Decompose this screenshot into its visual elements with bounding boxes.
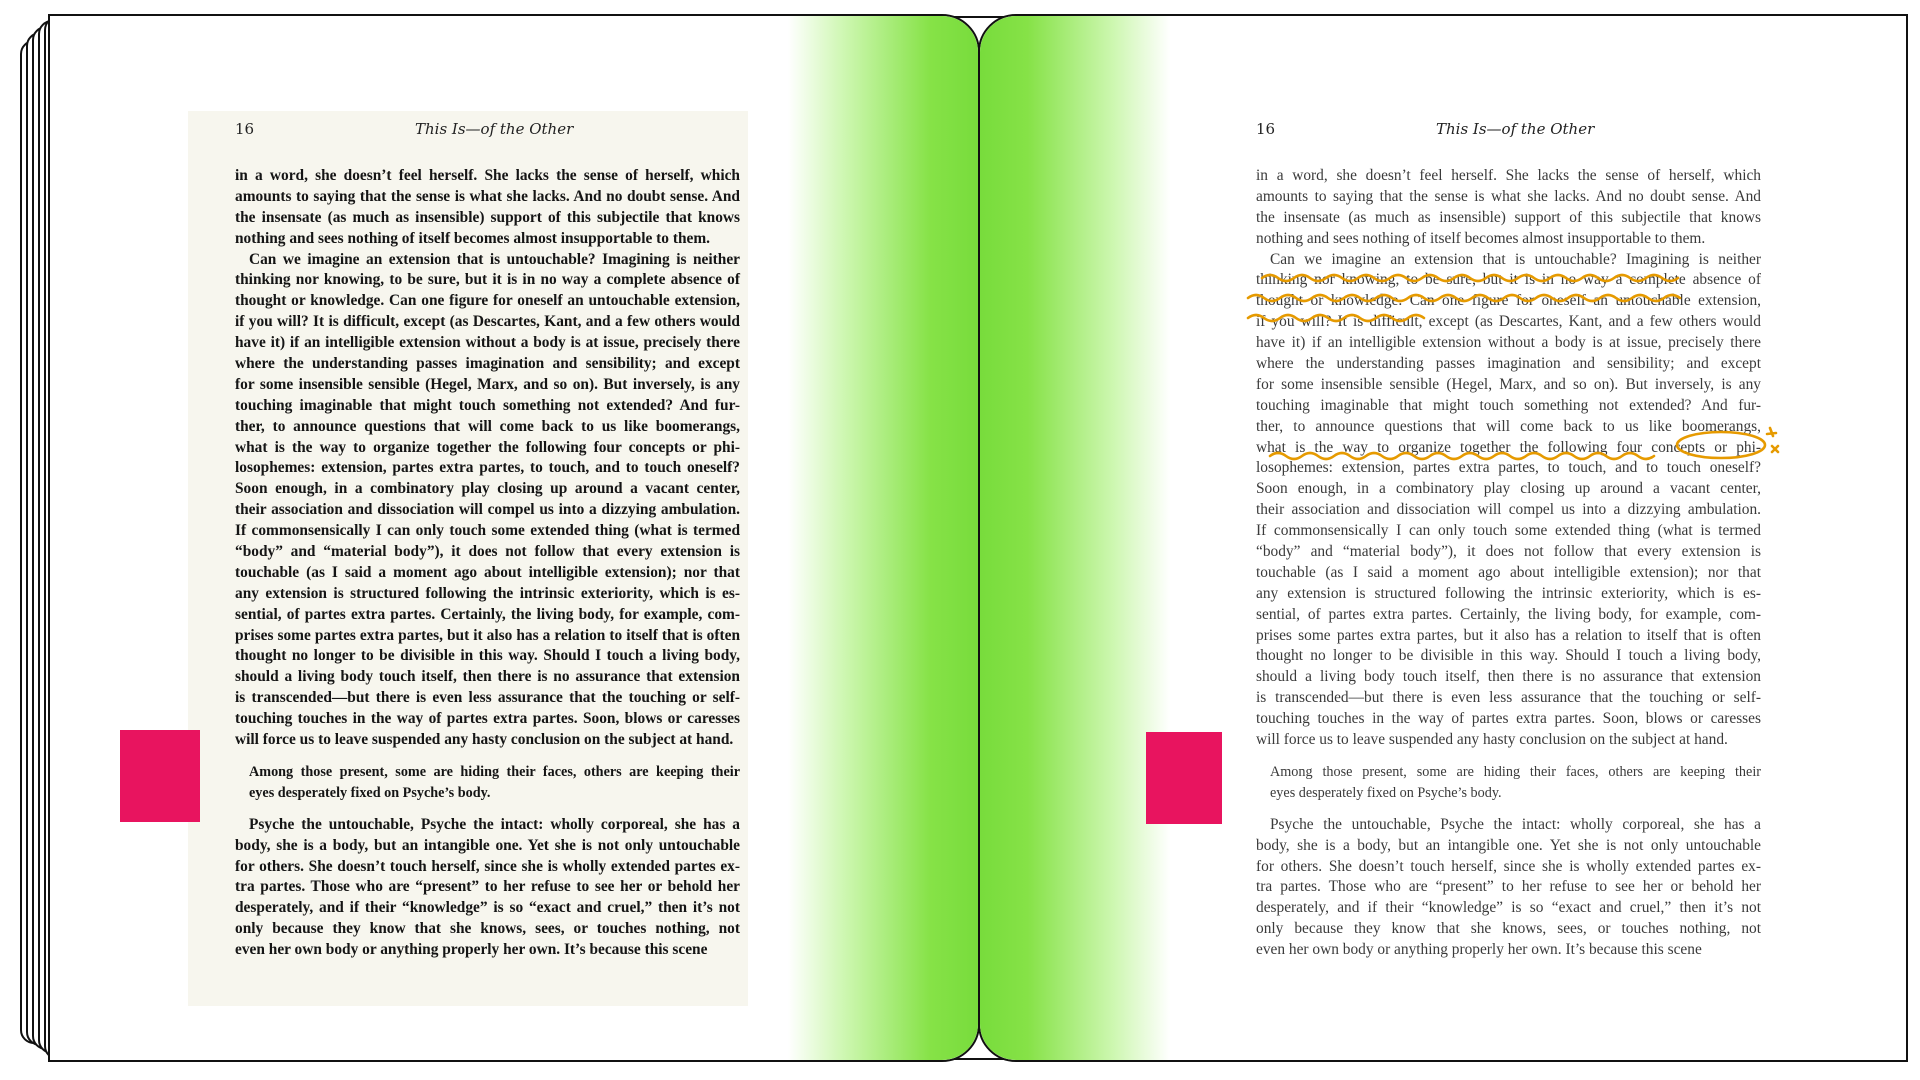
- text-line: where the understanding passes imagination and sensibility; and except: [1256, 355, 1761, 373]
- text-line: touching touches in the way of partes extra partes. Soon, blows or caresses: [1256, 710, 1761, 728]
- text-line: Among those present, some are hiding their faces, others are keeping their: [1270, 763, 1761, 780]
- text-line: what is the way to organize together the following four concepts or phi-: [235, 438, 740, 456]
- text-line: any extension is structured following the intrinsic exteriority, which is es-: [235, 584, 740, 602]
- text-line: eyes desperately fixed on Psyche’s body.: [249, 784, 491, 801]
- text-line: only because they know that she knows, sees, or touches nothing, not: [235, 920, 740, 938]
- text-line: their association and dissociation will compel us into a dizzying ambulation.: [1256, 501, 1761, 519]
- text-line: Soon enough, in a combinatory play closing up around a vacant center,: [235, 480, 740, 498]
- text-line: amounts to saying that the sense is what she lacks. And no doubt sense. And: [1256, 187, 1761, 205]
- text-line: If commonsensically I can only touch some extended thing (what is termed: [235, 522, 740, 540]
- text-line: touching touches in the way of partes extra partes. Soon, blows or caresses: [235, 710, 740, 728]
- text-line: nothing and sees nothing of itself becomes almost insupportable to them.: [1256, 229, 1706, 247]
- text-line: Psyche the untouchable, Psyche the intact: wholly corporeal, she has a: [249, 815, 740, 833]
- paragraph: [235, 250, 740, 751]
- text-line: tra partes. Those who are “present” to her refuse to see her or behold her: [235, 878, 740, 896]
- text-line: losophemes: extension, partes extra partes, to touch, and to touch oneself?: [1256, 459, 1761, 477]
- text-line: for others. She doesn’t touch herself, since she is wholly extended partes ex-: [235, 857, 740, 875]
- text-line: body, she is a body, but an intangible one. Yet she is not only untouchable: [235, 836, 740, 854]
- text-line: eyes desperately fixed on Psyche’s body.: [1270, 784, 1502, 801]
- text-line: losophemes: extension, partes extra partes, to touch, and to touch oneself?: [235, 459, 740, 477]
- text-line: should a living body touch itself, then there is no assurance that extension: [1256, 668, 1761, 686]
- text-line: Psyche the untouchable, Psyche the intact: wholly corporeal, she has a: [1270, 815, 1761, 833]
- text-line: if you will? It is difficult, except (as Descartes, Kant, and a few others would: [235, 313, 740, 331]
- text-line: will force us to leave suspended any hasty conclusion on the subject at hand.: [235, 731, 734, 749]
- open-book: [48, 14, 1908, 1062]
- text-line: if you will? It is difficult, except (as Descartes, Kant, and a few others would: [1256, 313, 1761, 331]
- text-line: touching imaginable that might touch something not extended? And fur-: [235, 396, 740, 414]
- text-line: prises some partes extra partes, but it also has a relation to itself that is often: [1256, 626, 1761, 644]
- paragraph: [235, 166, 740, 250]
- text-line: any extension is structured following the intrinsic exteriority, which is es-: [1256, 584, 1761, 602]
- paragraph-gap: [1256, 751, 1761, 762]
- paragraph: [1256, 166, 1761, 250]
- paragraph: [235, 815, 740, 961]
- spine-shadow-left: [788, 16, 978, 1060]
- text-line: should a living body touch itself, then there is no assurance that extension: [235, 668, 740, 686]
- text-line: thought or knowledge. Can one figure for oneself an untouchable extension,: [1256, 292, 1761, 310]
- text-line: is transcended—but there is even less assurance that the touching or self-: [1256, 689, 1761, 707]
- text-line: touchable (as I said a moment ago about intelligible extension); nor that: [235, 563, 740, 581]
- paragraph: [1256, 250, 1761, 751]
- text-line: “body” and “material body”), it does not follow that every extension is: [235, 543, 740, 561]
- text-line: nothing and sees nothing of itself becomes almost insupportable to them.: [235, 229, 710, 247]
- text-line: amounts to saying that the sense is what she lacks. And no doubt sense. And: [235, 187, 740, 205]
- bookmark-tab[interactable]: [120, 730, 200, 822]
- bookmark-tab[interactable]: [1146, 732, 1222, 824]
- text-line: ther, to announce questions that will come back to us like boomerangs,: [235, 417, 740, 435]
- page-number: 16: [235, 120, 255, 138]
- text-line: Can we imagine an extension that is untouchable? Imagining is neither: [1270, 250, 1761, 268]
- text-line: body, she is a body, but an intangible one. Yet she is not only untouchable: [1256, 836, 1761, 854]
- text-line: in a word, she doesn’t feel herself. She lacks the sense of herself, which: [1256, 167, 1761, 184]
- text-line: thought no longer to be divisible in this way. Should I touch a living body,: [1256, 647, 1761, 665]
- text-line: even her own body or anything properly her own. It’s because this scene: [235, 941, 708, 959]
- running-title: This Is—of the Other: [1436, 120, 1595, 138]
- text-line: only because they know that she knows, sees, or touches nothing, not: [1256, 920, 1761, 938]
- running-title: This Is—of the Other: [415, 120, 574, 138]
- paragraph-gap: [1256, 804, 1761, 815]
- text-line: ther, to announce questions that will come back to us like boomerangs,: [1256, 417, 1761, 435]
- text-line: prises some partes extra partes, but it also has a relation to itself that is often: [235, 626, 740, 644]
- text-line: in a word, she doesn’t feel herself. She lacks the sense of herself, which: [235, 167, 740, 184]
- text-line: sential, of partes extra partes. Certainly, the living body, for example, com-: [1256, 605, 1761, 623]
- paragraph-gap: [235, 804, 740, 815]
- text-line: the insensate (as much as insensible) support of this subjectile that knows: [235, 208, 740, 226]
- text-line: for others. She doesn’t touch herself, since she is wholly extended partes ex-: [1256, 857, 1761, 875]
- text-line: Among those present, some are hiding their faces, others are keeping their: [249, 763, 740, 780]
- text-line: have it) if an intelligible extension without a body is at issue, precisely there: [1256, 334, 1761, 352]
- text-line: touching imaginable that might touch something not extended? And fur-: [1256, 396, 1761, 414]
- paragraph-gap: [235, 751, 740, 762]
- text-line: Can we imagine an extension that is untouchable? Imagining is neither: [249, 250, 740, 268]
- star-mark: [1767, 428, 1778, 452]
- text-line: Soon enough, in a combinatory play closing up around a vacant center,: [1256, 480, 1761, 498]
- text-line: sential, of partes extra partes. Certainly, the living body, for example, com-: [235, 605, 740, 623]
- text-line: have it) if an intelligible extension without a body is at issue, precisely there: [235, 334, 740, 352]
- page-number: 16: [1256, 120, 1276, 138]
- text-line: will force us to leave suspended any hasty conclusion on the subject at hand.: [1256, 731, 1728, 749]
- text-line: their association and dissociation will compel us into a dizzying ambulation.: [235, 501, 740, 519]
- text-line: tra partes. Those who are “present” to her refuse to see her or behold her: [1256, 878, 1761, 896]
- text-line: even her own body or anything properly her own. It’s because this scene: [1256, 941, 1702, 959]
- text-line: “body” and “material body”), it does not follow that every extension is: [1256, 543, 1761, 561]
- text-line: for some insensible sensible (Hegel, Marx, and so on). But inversely, is any: [235, 375, 740, 393]
- text-line: thought or knowledge. Can one figure for oneself an untouchable extension,: [235, 292, 740, 310]
- spine-shadow-right: [980, 16, 1170, 1060]
- page-body-text[interactable]: [235, 166, 740, 961]
- text-line: thinking nor knowing, to be sure, but it is in no way a complete absence of: [235, 271, 740, 289]
- block-quote: [235, 762, 740, 804]
- text-line: If commonsensically I can only touch some extended thing (what is termed: [1256, 522, 1761, 540]
- right-page[interactable]: [978, 14, 1908, 1062]
- page-body-text[interactable]: [1256, 166, 1761, 961]
- text-line: thought no longer to be divisible in this way. Should I touch a living body,: [235, 647, 740, 665]
- paragraph: [1256, 815, 1761, 961]
- text-line: the insensate (as much as insensible) support of this subjectile that knows: [1256, 208, 1761, 226]
- text-line: for some insensible sensible (Hegel, Marx, and so on). But inversely, is any: [1256, 375, 1761, 393]
- text-line: desperately, and if their “knowledge” is so “exact and cruel,” then it’s not: [1256, 899, 1761, 917]
- text-line: where the understanding passes imagination and sensibility; and except: [235, 355, 740, 373]
- block-quote: [1256, 762, 1761, 804]
- text-line: touchable (as I said a moment ago about intelligible extension); nor that: [1256, 563, 1761, 581]
- text-line: what is the way to organize together the following four concepts or phi-: [1256, 438, 1761, 456]
- text-line: thinking nor knowing, to be sure, but it is in no way a complete absence of: [1256, 271, 1761, 289]
- text-line: desperately, and if their “knowledge” is so “exact and cruel,” then it’s not: [235, 899, 740, 917]
- text-line: is transcended—but there is even less assurance that the touching or self-: [235, 689, 740, 707]
- left-page[interactable]: [48, 14, 980, 1062]
